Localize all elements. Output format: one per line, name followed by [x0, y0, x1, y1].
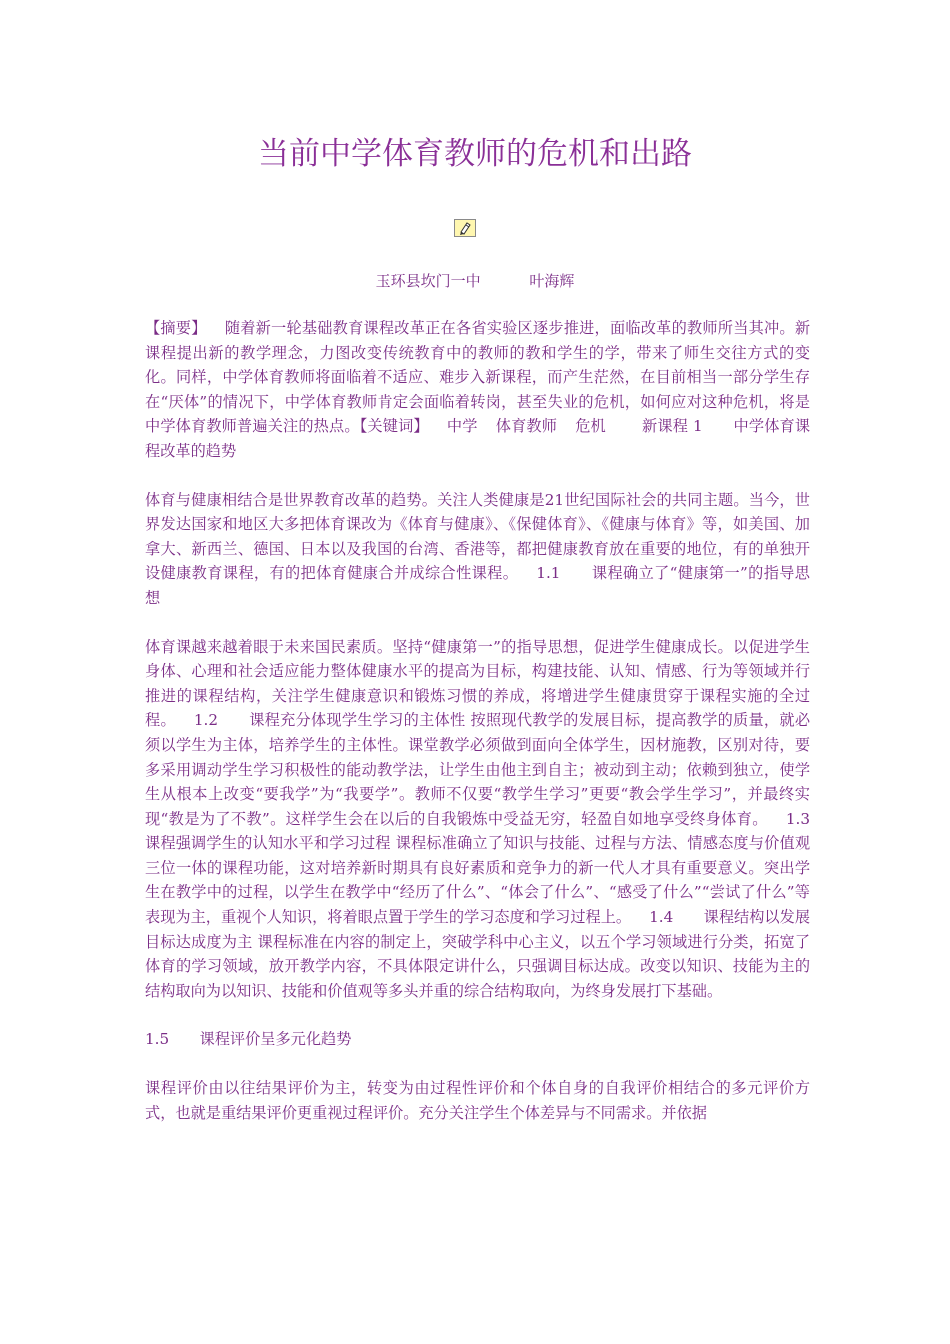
body-paragraph — [145, 635, 841, 1004]
paragraph-text: 课程标准在内容的制定上，突破学科中心主义，以五个学习领域进行分类，拓宽了体育的学习领域，放开教学内容，不具体限定讲什么，只强调目标达成。改变以知识、技能为主的结构取向为以知识、技能和价值观等多头并重的综合结构取向，为终身发展打下基础。 — [145, 932, 811, 1000]
subsection-heading: 1.1 课程确立了“健康第一”的指导思想 — [145, 564, 810, 607]
abstract-paragraph — [145, 316, 810, 464]
subsection-heading: 1.2 课程充分体现学生学习的主体性 — [193, 711, 466, 730]
pencil-edit-icon-graphic — [455, 220, 475, 236]
subsection-heading: 1.5 课程评价呈多元化趋势 — [145, 1030, 352, 1049]
byline — [0, 270, 950, 291]
keyword: 中学 — [446, 417, 478, 436]
abstract-text: 随着新一轮基础教育课程改革正在各省实验区逐步推进，面临改革的教师所当其冲。新课程提出新的教学理念，力图改变传统教育中的教师的教和学生的学，带来了师生交往方式的变化。同样，中学体育教师将面临着不适应、难步入新课程，而产生茫然，在目前相当一部分学生存在“厌体”的情况下，中学体育教师肯定会面临着转岗，甚至失业的危机，如何应对这种危机，将是中学体育教师普遍关注的热点。 — [145, 319, 811, 436]
keyword: 新课程 — [641, 417, 689, 436]
keyword: 体育教师 — [495, 417, 558, 436]
subsection-heading: 1.3 课程强调学生的认知水平和学习过程 — [145, 809, 841, 853]
paragraph-text: 体育课越来越着眼于未来国民素质。坚持“健康第一”的指导思想，促进学生健康成长。以促进学生身体、心理和社会适应能力整体健康水平的提高为目标，构建技能、认知、情感、行为等领域并行推进的课程结构，关注学生健康意识和锻炼习惯的养成，将增进学生健康贯穿于课程实施的全过程。 — [145, 637, 810, 730]
document-body — [145, 316, 841, 1149]
author-school: 玉环县坎门一中 — [375, 272, 481, 290]
paragraph-text: 体育与健康相结合是世界教育改革的趋势。关注人类健康是21世纪国际社会的共同主题。当今，世界发达国家和地区大多把体育课改为《体育与健康》、《保健体育》、《健康与体育》等，如美国、加拿大、新西兰、德国、日本以及我国的台湾、香港等，都把健康教育放在重要的地位，有的单独开设健康教育课程，有的把体育健康合并成综合性课程。 — [145, 490, 810, 583]
paragraph-text: 课程标准确立了知识与技能、过程与方法、情感态度与价值观三位一体的课程功能，这对培养新时期具有良好素质和竞争力的新一代人才具有重要意义。突出学生在教学中的过程，以学生在教学中“经历了什么”、“体会了什么”、“感受了什么”“尝试了什么”等表现为主，重视个人知识，将着眼点置于学生的学习态度和学习过程上。 — [145, 834, 811, 927]
keywords-label: 【关键词】 — [359, 417, 429, 436]
subsection-heading-paragraph — [145, 1027, 810, 1052]
body-paragraph — [145, 1076, 810, 1125]
abstract-label: 【摘要】 — [145, 319, 207, 337]
document-title: 当前中学体育教师的危机和出路 — [258, 136, 692, 172]
paragraph-text: 课程评价由以往结果评价为主，转变为由过程性评价和个体自身的自我评价相结合的多元评价方式，也就是重结果评价更重视过程评价。充分关注学生个体差异与不同需求。并依据 — [145, 1079, 810, 1122]
body-paragraph — [145, 488, 810, 611]
author-name: 叶海辉 — [529, 272, 575, 290]
paragraph-text: 按照现代教学的发展目标，提高教学的质量，就必须以学生为主体，培养学生的主体性。课堂教学必须做到面向全体学生，因材施教，区别对待，要多采用调动学生学习积极性的能动教学法，让学生由他主到自主；被动到主动；依赖到独立，使学生从根本上改变“要我学”为“我要学”。教师不仅要“教学生学习”更要“教会学生学习”，并最终实现“教是为了不教”。这样学生会在以后的自我锻炼中受益无穷，轻盈自如地享受终身体育。 — [145, 711, 811, 828]
subsection-heading: 1.4 课程结构以发展目标达成度为主 — [145, 908, 811, 951]
pencil-edit-icon[interactable] — [454, 219, 476, 237]
section-heading: 1 中学体育课程改革的趋势 — [145, 417, 811, 460]
keyword: 危机 — [575, 417, 606, 436]
